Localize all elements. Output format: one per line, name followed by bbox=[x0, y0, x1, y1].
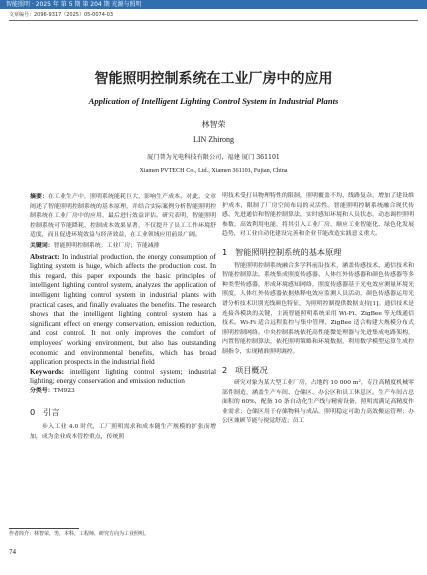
title-english: Application of Intelligent Lighting Control System in Industrial Plants bbox=[88, 96, 339, 106]
author-footnote: 作者简介：林智荣，男，本科，工程师，研究方向为工业照明。 bbox=[9, 531, 150, 537]
intro-paragraph: 步入工业 4.0 时代，工厂照明需求和成本随生产规模的扩张而增加，成为企业成本管控重点，传统照 bbox=[30, 424, 216, 440]
intro-continuation: 明技术受打具物理特性的限制，照明覆盖不均、线路复杂，增加了建设维护成本，限制了厂房空间布局的灵活性。智能照明控制系统融合现代传感、先进通信和智能控制算法，实时感知环境和人员状态，动态调控照明参数，高效利用电能，将其引入工业厂房，顺应工业智能化、绿色化发展趋势，对工业自动化建设完善和企业节能改造实践意义重大。 bbox=[222, 193, 414, 238]
section-1-paragraph: 智能照明控制系统融合多学科前沿技术，涵盖传感技术、通信技术和智能控制算法。系统集成照度传感器、人体红外传感器和颜色传感器等多种类型传感器，形成环境感知网络，照度传感器基于光电效应测量环境光照度，人体红外传感器依据热释电效应监测人员活动，颜色传感器运用光谱分析技术识别光线颜色特征，为照明控制提供数据支持[1]。通信技术是连接各模块的关键，主流智能照明系统采用 Wi-Fi、ZigBee 等无线通信技术。Wi-Fi 适合远程监控与集中管理，ZigBee 适合构建大规模分布式照明控制网络。中央控制系统依托高性能微处理器与先进集成电路架构，内置智能控制算法，依托照明策略和环境数据，利用数学模型运算生成控制指令，实现精准照明调控。 bbox=[222, 262, 414, 355]
article-number: 文章编号：2096-9317（2025）05-0074-03 bbox=[9, 12, 114, 18]
abstract-label-en: Abstract: bbox=[30, 251, 60, 261]
section-heading-2: 2 项目概况 bbox=[222, 364, 268, 375]
page-number: 74 bbox=[9, 548, 16, 556]
abstract-en: Abstract: In industrial production, the energy consumption of lighting system is huge, which affects the production cost. In this regard, this paper expounds the basic principles of intelligent lighting control system, analyzes the application of intelligent lighting control system in industrial plants with practical cases, and finally evaluates the benefits. The research shows that the intelligent lighting control system has a significant effect on energy conservation, emission reduction, and cost control. It not only improves the comfort of employees' working environment, but also has outstanding economic and environmental benefits, which has broad application prospects in the industrial field bbox=[30, 251, 216, 367]
abstract-zh: 摘要：在工业生产中，照明系统能耗巨大，影响生产成本。对此，文章阐述了智能照明控制系统的基本原理，并结合实际案例分析智能照明控制系统在工业厂房中的应用，最后进行效益评估。研究表明，智能照明控制系统可节能降耗、控制成本效果显著，不仅提升了员工工作环境舒适度，而且促进环境效益与经济效益，在工业领域应用前景广阔。 bbox=[30, 193, 217, 239]
footnote-rule bbox=[9, 528, 79, 529]
title-chinese: 智能照明控制系统在工业厂房中的应用 bbox=[94, 71, 333, 87]
keywords-label-en: Keywords: bbox=[30, 366, 65, 376]
right-column bbox=[222, 192, 414, 427]
author-english: LIN Zhirong bbox=[192, 135, 235, 144]
author-chinese: 林智荣 bbox=[201, 120, 226, 129]
section-heading-1: 1 智能照明控制系统的基本原理 bbox=[222, 246, 342, 257]
journal-running-header: 智能照明 · 2025 年 第 5 期 第 204 期 光源与照明 bbox=[6, 1, 142, 8]
section-2-paragraph: 研究对象为某大型工业厂房，占地约 10 000 m²，专注高精度机械零部件制造，涵盖生产车间、仓储区、办公区和员工休息区。生产车间占总面积的 60%，配备 10 条自动化生产线与精密设备，照明需满足高精度作业需求；仓储区用于存储物料与成品，照明稳定可助力高效搬运管理；办公区兼顾节能与视觉舒适；员工 bbox=[222, 380, 414, 425]
left-column bbox=[30, 192, 216, 442]
keywords-zh: 关键词：智能照明控制系统；工业厂房；节能减排 bbox=[30, 241, 160, 249]
header-rule bbox=[9, 20, 418, 21]
abstract-label-zh: 摘要： bbox=[30, 193, 49, 200]
keywords-en: Keywords: intelligent lighting control system; industrial lighting; energy conservation and emission reduction bbox=[30, 366, 216, 386]
classification-number: 分类号：TM923 bbox=[30, 386, 75, 394]
section-heading-intro: 0 引言 bbox=[30, 407, 60, 418]
affiliation-english: Xiamen PVTECH Co., Ltd., Xiamen 361101, Fujian, China bbox=[139, 167, 288, 174]
affiliation-chinese: 厦门普为光电科技有限公司，福建 厦门 361101 bbox=[147, 154, 280, 161]
keywords-label-zh: 关键词： bbox=[30, 241, 54, 249]
